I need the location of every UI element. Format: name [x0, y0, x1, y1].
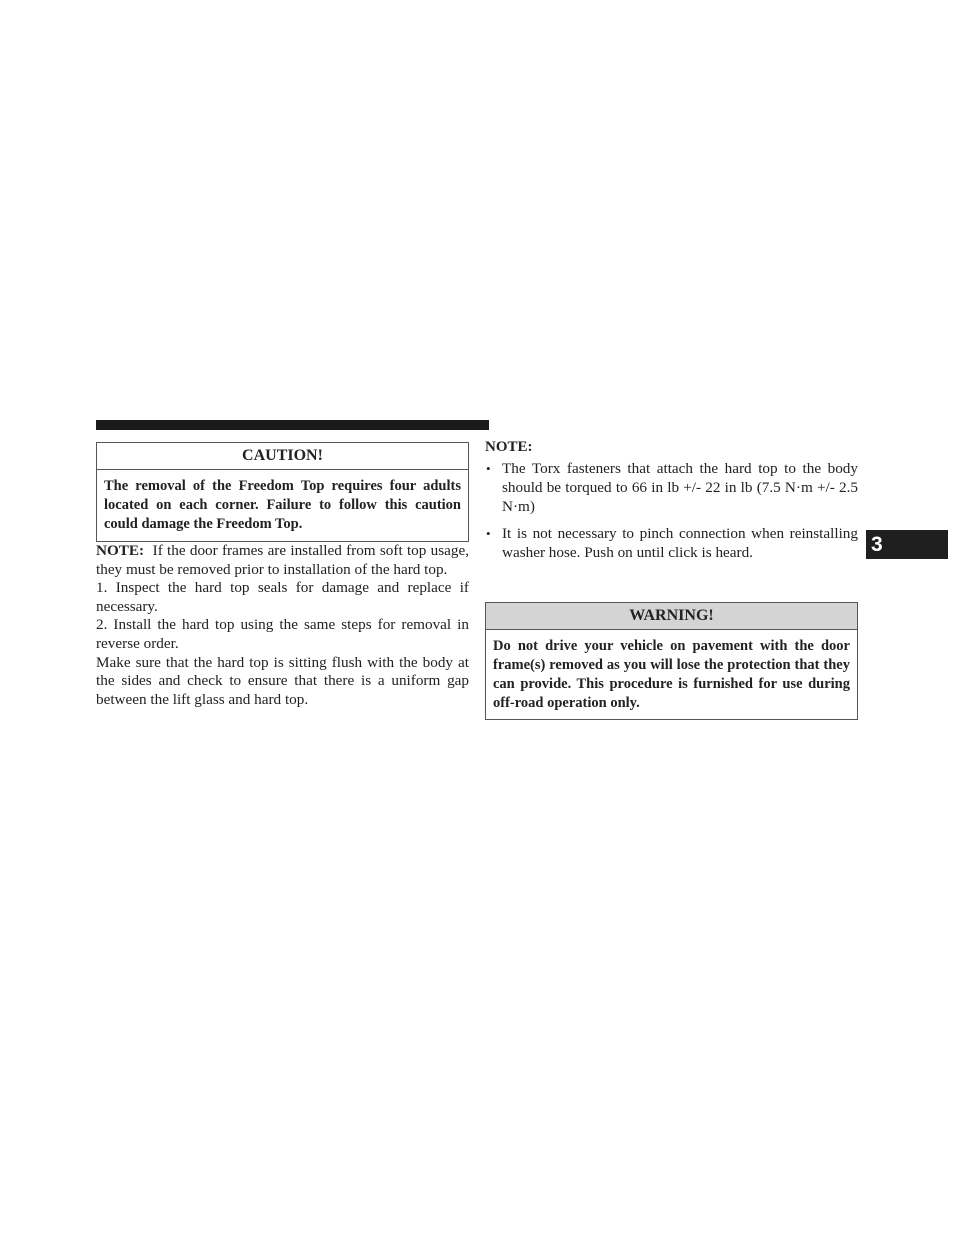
- step-2: 2. Install the hard top using the same steps for removal in reverse order.: [96, 616, 469, 652]
- list-item: • The Torx fasteners that attach the hard top to the body should be torqued to 66 in lb +/- 22 in lb (7.5 N·m +/- 2.5 N·m): [486, 460, 858, 515]
- left-column: [96, 442, 469, 709]
- list-item: • It is not necessary to pinch connection when reinstalling washer hose. Push on until click is heard.: [486, 525, 858, 561]
- caution-text: The removal of the Freedom Top requires four adults located on each corner. Failure to follow this caution could damage the Freedom Top.: [104, 478, 461, 532]
- section-rule: [96, 420, 489, 430]
- warning-title: WARNING!: [486, 603, 857, 630]
- chapter-tab: 3: [866, 530, 948, 559]
- step-1: 1. Inspect the hard top seals for damage and replace if necessary.: [96, 579, 469, 615]
- warning-box: [485, 602, 858, 720]
- bullet-dot-icon: •: [486, 461, 491, 476]
- note-text: If the door frames are installed from soft top usage, they must be removed prior to installation of the hard top.: [96, 542, 469, 578]
- warning-text: Do not drive your vehicle on pavement with the door frame(s) removed as you will lose the protection that they can provide. This procedure is furnished for use during off-road operation only.: [493, 638, 850, 711]
- closing-paragraph: Make sure that the hard top is sitting flush with the body at the sides and check to ensure that there is a uniform gap between the lift glass and hard top.: [96, 653, 469, 708]
- right-column: [485, 438, 858, 720]
- note-bullet-list: [485, 459, 858, 562]
- caution-title: CAUTION!: [97, 443, 468, 470]
- caution-box: [96, 442, 469, 542]
- note-heading: NOTE:: [485, 439, 533, 455]
- note-paragraph: [96, 542, 469, 579]
- bullet-dot-icon: •: [486, 526, 491, 541]
- note-label: NOTE:: [96, 542, 145, 559]
